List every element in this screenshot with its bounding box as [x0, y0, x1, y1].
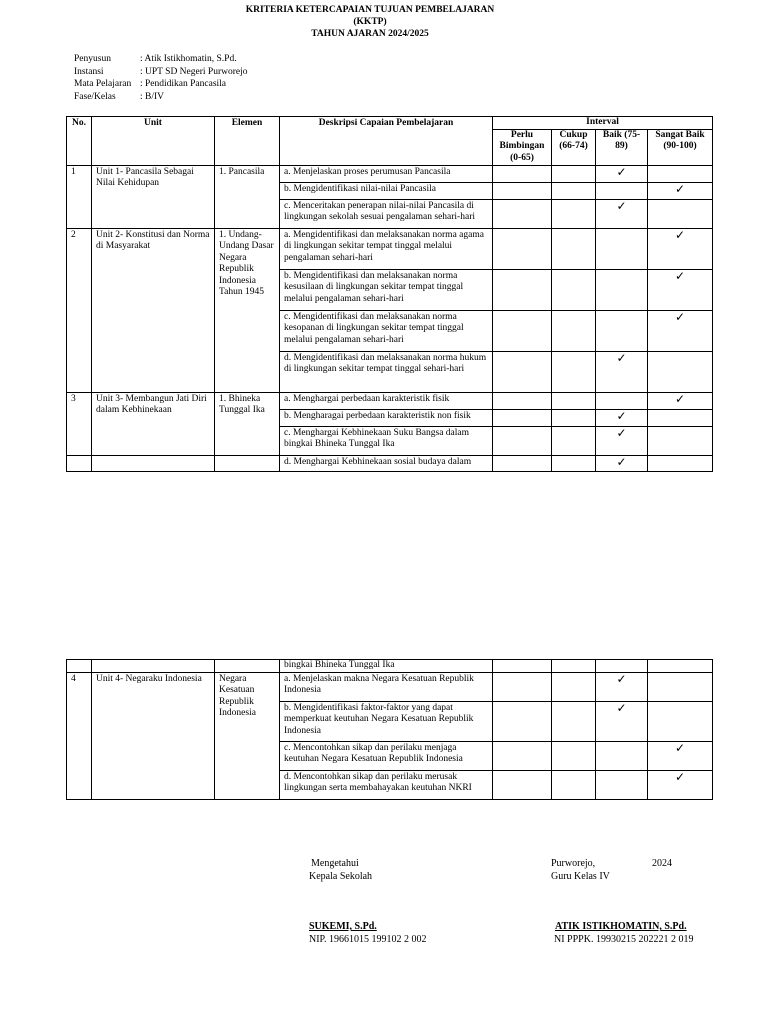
check-mark-icon: ✓ — [674, 182, 686, 196]
interval-cell-sangat — [648, 741, 713, 770]
unit-cell: Unit 1- Pancasila Sebagai Nilai Kehidupan — [92, 165, 215, 228]
info-label: Fase/Kelas — [74, 91, 116, 102]
interval-cell-perlu — [493, 660, 552, 673]
deskripsi-cell: a. Mengidentifikasi dan melaksanakan norma agama di lingkungan sekitar tempat tinggal melalui pengalaman sehari-hari — [280, 228, 493, 269]
interval-cell-cukup — [552, 426, 596, 455]
deskripsi-cell: b. Mengidentifikasi dan melaksanakan norma kesusilaan di lingkungan sekitar tempat tinggal melalui pengalaman sehari-hari — [280, 269, 493, 310]
table-row — [67, 165, 713, 182]
interval-cell-sangat — [648, 392, 713, 409]
table-row — [67, 228, 713, 269]
check-mark-icon: ✓ — [674, 741, 686, 755]
interval-cell-cukup — [552, 228, 596, 269]
interval-cell-cukup — [552, 672, 596, 701]
header-elemen: Elemen — [215, 117, 280, 166]
info-row-mapel — [74, 79, 247, 92]
sig-right-year: 2024 — [652, 858, 672, 869]
interval-cell-perlu — [493, 182, 552, 199]
elemen-cell: Negara Kesatuan Republik Indonesia — [215, 672, 280, 799]
interval-cell-baik — [596, 741, 648, 770]
kktp-table-page-1 — [66, 116, 713, 472]
check-mark-icon: ✓ — [674, 269, 686, 283]
interval-cell-cukup — [552, 741, 596, 770]
sig-right-place-date — [551, 858, 721, 871]
deskripsi-cell: d. Mencontohkan sikap dan perilaku merusak lingkungan serta membahayakan keutuhan NKRI — [280, 770, 493, 799]
info-value: : Pendidikan Pancasila — [140, 79, 227, 89]
interval-cell-cukup — [552, 392, 596, 409]
interval-cell-baik — [596, 182, 648, 199]
header-perlu-bimbingan: Perlu Bimbingan (0-65) — [493, 129, 552, 165]
interval-cell-cukup — [552, 409, 596, 426]
interval-cell-sangat — [648, 455, 713, 471]
deskripsi-cell: d. Mengidentifikasi dan melaksanakan norma hukum di lingkungan sekitar tempat tinggal sehari-hari — [280, 351, 493, 392]
interval-cell-sangat — [648, 199, 713, 228]
document-info — [74, 54, 247, 104]
deskripsi-cell: b. Mengidentifikasi nilai-nilai Pancasila — [280, 182, 493, 199]
title-line-2: (KKTP) — [353, 17, 387, 27]
sig-left-label: Mengetahui — [311, 858, 359, 869]
sig-right-place: Purworejo, — [551, 858, 596, 869]
interval-cell-perlu — [493, 455, 552, 471]
table-row — [67, 455, 713, 471]
interval-cell-cukup — [552, 165, 596, 182]
check-mark-icon: ✓ — [616, 409, 627, 423]
sig-right-role: Guru Kelas IV — [551, 871, 610, 882]
interval-cell-perlu — [493, 426, 552, 455]
check-mark-icon: ✓ — [616, 426, 627, 440]
row-number: 3 — [67, 392, 92, 455]
interval-cell-perlu — [493, 228, 552, 269]
table-row — [67, 672, 713, 701]
header-deskripsi: Deskripsi Capaian Pembelajaran — [280, 117, 493, 166]
row-number-empty — [67, 455, 92, 471]
unit-cell: Unit 2- Konstitusi dan Norma di Masyarakat — [92, 228, 215, 392]
check-mark-icon: ✓ — [616, 199, 627, 213]
header-baik: Baik (75-89) — [596, 129, 648, 165]
interval-cell-sangat — [648, 660, 713, 673]
sig-right-name: ATIK ISTIKHOMATIN, S.Pd. — [555, 921, 687, 932]
interval-cell-sangat — [648, 351, 713, 392]
check-mark-icon: ✓ — [616, 351, 627, 365]
interval-cell-baik — [596, 455, 648, 471]
deskripsi-cell: d. Menghargai Kebhinekaan sosial budaya dalam — [280, 455, 493, 471]
check-mark-icon: ✓ — [616, 672, 627, 686]
interval-cell-cukup — [552, 351, 596, 392]
interval-cell-baik — [596, 199, 648, 228]
row-number-empty — [67, 660, 92, 673]
info-label: Mata Pelajaran — [74, 79, 132, 89]
interval-cell-perlu — [493, 672, 552, 701]
elemen-cell: 1. Pancasila — [215, 165, 280, 228]
unit-cell-empty — [92, 455, 215, 471]
deskripsi-cell: b. Mengidentifikasi faktor-faktor yang dapat memperkuat keutuhan Negara Kesatuan Republik Indonesia — [280, 701, 493, 741]
interval-cell-baik — [596, 165, 648, 182]
interval-cell-sangat — [648, 672, 713, 701]
unit-cell: Unit 4- Negaraku Indonesia — [92, 672, 215, 799]
info-row-instansi — [74, 67, 247, 80]
unit-cell: Unit 3- Membangun Jati Diri dalam Kebhinekaan — [92, 392, 215, 455]
interval-cell-perlu — [493, 770, 552, 799]
interval-cell-sangat — [648, 770, 713, 799]
elemen-cell-empty — [215, 660, 280, 673]
sig-left-role: Kepala Sekolah — [309, 871, 373, 882]
info-label: Penyusun — [74, 54, 111, 64]
info-label: Instansi — [74, 66, 104, 77]
elemen-cell-empty — [215, 455, 280, 471]
interval-cell-perlu — [493, 392, 552, 409]
deskripsi-cell: c. Mencontohkan sikap dan perilaku menjaga keutuhan Negara Kesatuan Republik Indonesia — [280, 741, 493, 770]
row-number: 2 — [67, 228, 92, 392]
table-row — [67, 660, 713, 673]
table-body-2 — [67, 660, 713, 800]
interval-cell-sangat — [648, 269, 713, 310]
interval-cell-perlu — [493, 701, 552, 741]
interval-cell-perlu — [493, 269, 552, 310]
table-body-1 — [67, 165, 713, 471]
elemen-cell: 1. Undang-Undang Dasar Negara Republik Indonesia Tahun 1945 — [215, 228, 280, 392]
header-interval: Interval — [493, 117, 713, 130]
check-mark-icon: ✓ — [674, 310, 686, 324]
interval-cell-cukup — [552, 182, 596, 199]
interval-cell-sangat — [648, 409, 713, 426]
interval-cell-sangat — [648, 165, 713, 182]
interval-cell-cukup — [552, 660, 596, 673]
title-line-3: TAHUN AJARAN 2024/2025 — [311, 29, 429, 39]
elemen-cell: 1. Bhineka Tunggal Ika — [215, 392, 280, 455]
sig-left-name: SUKEMI, S.Pd. — [309, 921, 377, 932]
header-sangat-baik: Sangat Baik (90-100) — [648, 129, 713, 165]
interval-cell-sangat — [648, 701, 713, 741]
interval-cell-baik — [596, 701, 648, 741]
check-mark-icon: ✓ — [616, 455, 627, 469]
deskripsi-cell: bingkai Bhineka Tunggal Ika — [280, 660, 493, 673]
interval-cell-baik — [596, 426, 648, 455]
deskripsi-cell: a. Menjelaskan makna Negara Kesatuan Republik Indonesia — [280, 672, 493, 701]
info-value: : Atik Istikhomatin, S.Pd. — [140, 54, 237, 64]
interval-cell-cukup — [552, 455, 596, 471]
sig-right-nip: NI PPPK. 19930215 202221 2 019 — [554, 934, 694, 945]
interval-cell-cukup — [552, 701, 596, 741]
signature-left — [309, 858, 427, 947]
interval-cell-cukup — [552, 269, 596, 310]
interval-cell-cukup — [552, 310, 596, 351]
interval-cell-sangat — [648, 426, 713, 455]
deskripsi-cell: c. Menghargai Kebhinekaan Suku Bangsa dalam bingkai Bhineka Tunggal Ika — [280, 426, 493, 455]
deskripsi-cell: b. Mengharagai perbedaan karakteristik non fisik — [280, 409, 493, 426]
interval-cell-baik — [596, 409, 648, 426]
row-number: 4 — [67, 672, 92, 799]
interval-cell-perlu — [493, 741, 552, 770]
deskripsi-cell: a. Menjelaskan proses perumusan Pancasila — [280, 165, 493, 182]
unit-cell-empty — [92, 660, 215, 673]
info-row-fase — [74, 92, 247, 105]
deskripsi-cell: c. Mengidentifikasi dan melaksanakan norma kesopanan di lingkungan sekitar tempat tinggal melalui pengalaman sehari-hari — [280, 310, 493, 351]
info-row-penyusun — [74, 54, 247, 67]
interval-cell-baik — [596, 269, 648, 310]
interval-cell-perlu — [493, 409, 552, 426]
check-mark-icon: ✓ — [674, 228, 686, 242]
interval-cell-cukup — [552, 770, 596, 799]
interval-cell-baik — [596, 310, 648, 351]
header-cukup: Cukup (66-74) — [552, 129, 596, 165]
interval-cell-perlu — [493, 351, 552, 392]
deskripsi-cell: c. Menceritakan penerapan nilai-nilai Pancasila di lingkungan sekolah sesuai pengalaman sehari-hari — [280, 199, 493, 228]
interval-cell-perlu — [493, 310, 552, 351]
check-mark-icon: ✓ — [616, 701, 627, 715]
document-title — [0, 4, 740, 40]
interval-cell-sangat — [648, 310, 713, 351]
interval-cell-baik — [596, 351, 648, 392]
interval-cell-perlu — [493, 165, 552, 182]
check-mark-icon: ✓ — [674, 392, 686, 406]
signature-right — [551, 858, 721, 947]
interval-cell-sangat — [648, 228, 713, 269]
check-mark-icon: ✓ — [674, 770, 686, 784]
interval-cell-baik — [596, 672, 648, 701]
interval-cell-baik — [596, 770, 648, 799]
kktp-table-page-2 — [66, 659, 713, 800]
deskripsi-cell: a. Menghargai perbedaan karakteristik fisik — [280, 392, 493, 409]
interval-cell-cukup — [552, 199, 596, 228]
title-line-1: KRITERIA KETERCAPAIAN TUJUAN PEMBELAJARAN — [245, 5, 495, 15]
interval-cell-perlu — [493, 199, 552, 228]
info-value: : B/IV — [140, 91, 165, 102]
info-value: : UPT SD Negeri Purworejo — [140, 66, 248, 77]
header-unit: Unit — [92, 117, 215, 166]
row-number: 1 — [67, 165, 92, 228]
table-row — [67, 392, 713, 409]
interval-cell-baik — [596, 392, 648, 409]
interval-cell-baik — [596, 660, 648, 673]
interval-cell-sangat — [648, 182, 713, 199]
header-no: No. — [67, 117, 92, 166]
interval-cell-baik — [596, 228, 648, 269]
check-mark-icon: ✓ — [616, 165, 627, 179]
sig-left-nip: NIP. 19661015 199102 2 002 — [309, 934, 427, 945]
